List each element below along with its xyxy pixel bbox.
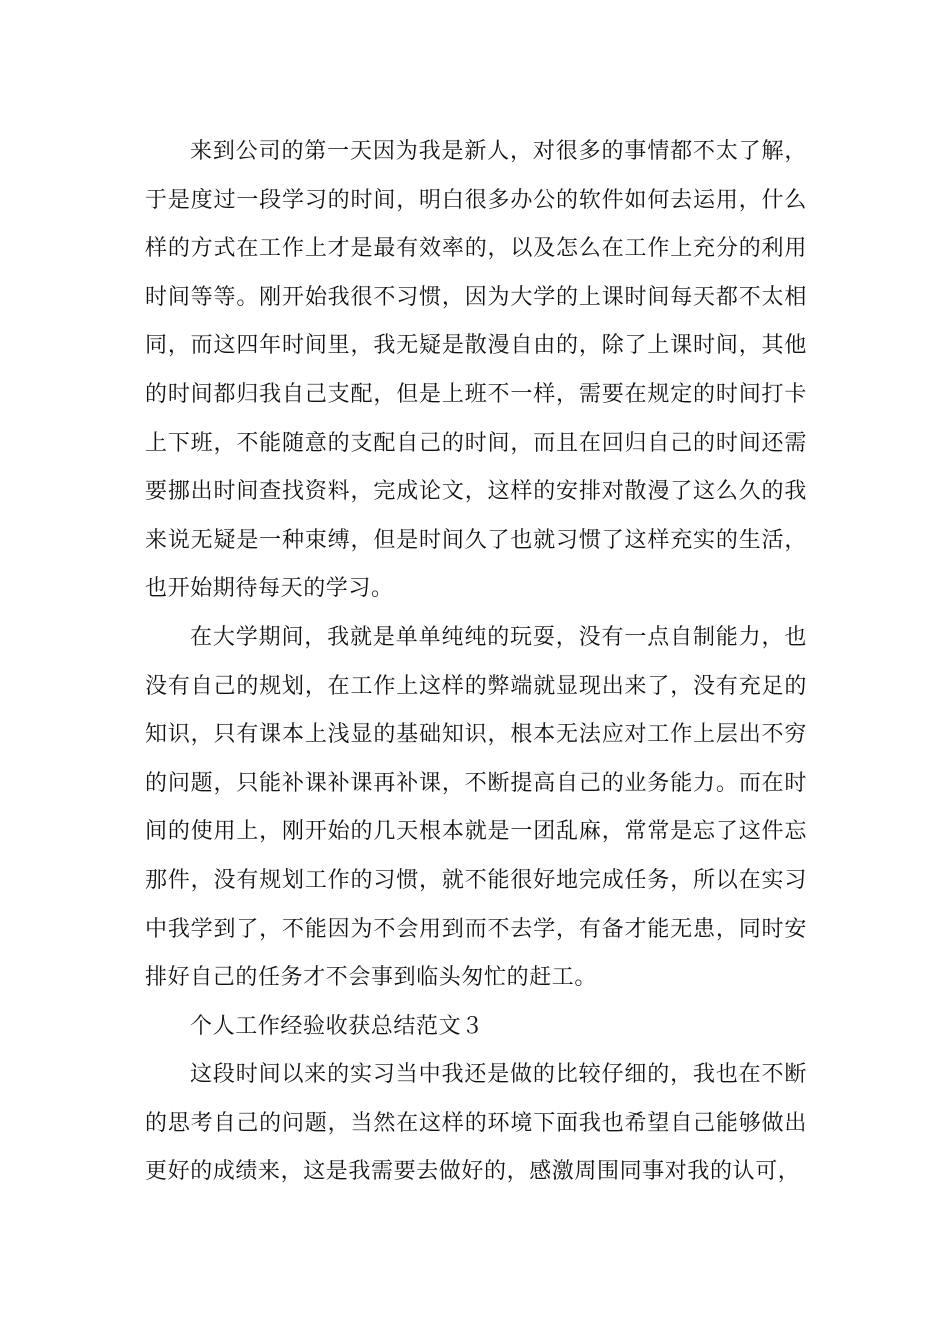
paragraph-internship: 这段时间以来的实习当中我还是做的比较仔细的，我也在不断的思考自己的问题，当然在这样的环境下面我也希望自己能够做出更好的成绩来，这是我需要去做好的，感激周围同事对我的认可， (145, 1062, 807, 1185)
document-body (145, 128, 807, 1197)
paragraph-university: 在大学期间，我就是单单纯纯的玩耍，没有一点自制能力，也没有自己的规划，在工作上这样的弊端就显现出来了，没有充足的知识，只有课本上浅显的基础知识，根本无法应对工作上层出不穷的问题，只能补课补课再补课，不断提高自己的业务能力。而在时间的使用上，刚开始的几天根本就是一团乱麻，常常是忘了这件忘那件，没有规划工作的习惯，就不能很好地完成任务，所以在实习中我学到了，不能因为不会用到而不去学，有备才能无患，同时安排好自己的任务才不会事到临头匆忙的赶工。 (145, 624, 807, 991)
section-heading: 个人工作经验收获总结范文３ (190, 1013, 484, 1039)
paragraph-first-day: 来到公司的第一天因为我是新人，对很多的事情都不太了解，于是度过一段学习的时间，明白很多办公的软件如何去运用，什么样的方式在工作上才是最有效率的，以及怎么在工作上充分的利用时间等等。刚开始我很不习惯，因为大学的上课时间每天都不太相同，而这四年时间里，我无疑是散漫自由的，除了上课时间，其他的时间都归我自己支配，但是上班不一样，需要在规定的时间打卡上下班，不能随意的支配自己的时间，而且在回归自己的时间还需要挪出时间查找资料，完成论文，这样的安排对散漫了这么久的我来说无疑是一种束缚，但是时间久了也就习惯了这样充实的生活，也开始期待每天的学习。 (145, 139, 807, 602)
